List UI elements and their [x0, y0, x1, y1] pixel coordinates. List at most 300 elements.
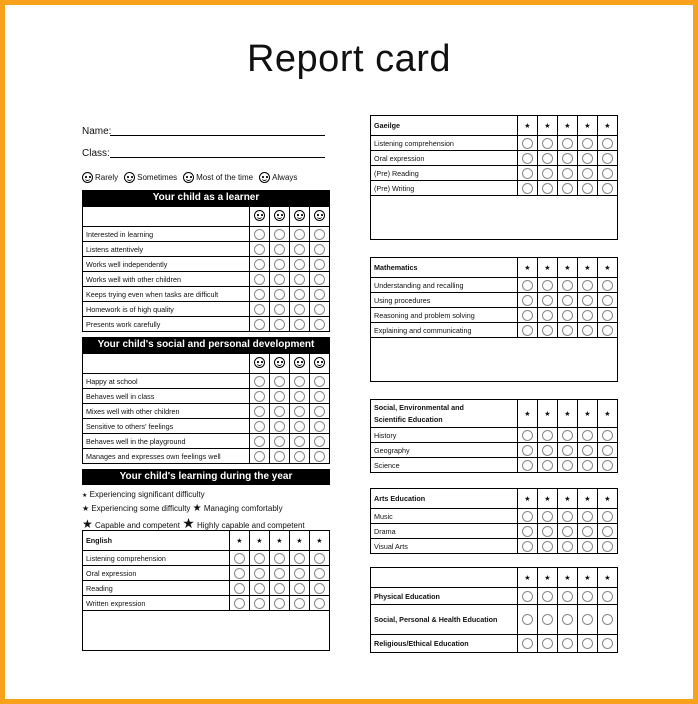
rating-option[interactable]: [582, 614, 593, 625]
rating-option[interactable]: [274, 598, 285, 609]
row-label: Sensitive to others' feelings: [83, 419, 250, 434]
row-label: Understanding and recalling: [371, 278, 518, 293]
star-icon: ★: [518, 258, 538, 278]
rating-option[interactable]: [522, 511, 533, 522]
rating-option[interactable]: [314, 583, 325, 594]
rating-option[interactable]: [254, 406, 265, 417]
table-row: [371, 166, 618, 181]
row-label: Listening comprehension: [371, 136, 518, 151]
rating-option[interactable]: [562, 138, 573, 149]
rating-option[interactable]: [562, 183, 573, 194]
rating-option[interactable]: [522, 325, 533, 336]
legend-most: Most of the time: [196, 173, 254, 182]
sese-title: Social, Environmental and Scientific Education: [371, 400, 518, 428]
star-icon: ★: [598, 489, 618, 509]
table-row: [83, 596, 330, 611]
rating-option[interactable]: [542, 168, 553, 179]
row-label: Interested in learning: [83, 227, 250, 242]
rating-option[interactable]: [522, 295, 533, 306]
rating-option[interactable]: [542, 460, 553, 471]
rating-option[interactable]: [254, 376, 265, 387]
rating-option[interactable]: [602, 138, 613, 149]
face-icon: [294, 357, 305, 368]
table-row: [83, 404, 330, 419]
rating-option[interactable]: [582, 138, 593, 149]
face-icon: [274, 210, 285, 221]
rating-option[interactable]: [582, 511, 593, 522]
rating-option[interactable]: [314, 274, 325, 285]
rating-option[interactable]: [294, 391, 305, 402]
row-label: Visual Arts: [371, 539, 518, 554]
rating-option[interactable]: [314, 406, 325, 417]
other-table: [370, 567, 618, 653]
row-label: Behaves well in the playground: [83, 434, 250, 449]
rating-option[interactable]: [582, 445, 593, 456]
table-row: [83, 566, 330, 581]
english-comments[interactable]: [82, 610, 330, 651]
table-row: [83, 419, 330, 434]
row-label: Happy at school: [83, 374, 250, 389]
rating-option[interactable]: [274, 304, 285, 315]
star-icon: ★: [310, 531, 330, 551]
star-icon: ★: [578, 489, 598, 509]
face-icon: [254, 357, 265, 368]
rating-option[interactable]: [602, 280, 613, 291]
rating-option[interactable]: [582, 638, 593, 649]
rating-option[interactable]: [562, 638, 573, 649]
rating-option[interactable]: [602, 310, 613, 321]
rating-option[interactable]: [294, 229, 305, 240]
face-icon: [183, 172, 194, 183]
rating-option[interactable]: [274, 391, 285, 402]
star-icon: ★: [518, 568, 538, 588]
table-row: [371, 524, 618, 539]
rating-option[interactable]: [254, 553, 265, 564]
rating-option[interactable]: [274, 436, 285, 447]
rating-option[interactable]: [562, 168, 573, 179]
rating-legend: [82, 172, 303, 183]
rating-option[interactable]: [314, 259, 325, 270]
rating-option[interactable]: [274, 274, 285, 285]
star-icon: ★: [518, 400, 538, 428]
rating-option[interactable]: [234, 583, 245, 594]
gaeilge-title: Gaeilge: [371, 116, 518, 136]
row-label: Drama: [371, 524, 518, 539]
star-icon: ★: [538, 258, 558, 278]
rating-option[interactable]: [314, 436, 325, 447]
row-label: Listens attentively: [83, 242, 250, 257]
sese-section: [370, 399, 618, 473]
rating-option[interactable]: [522, 460, 533, 471]
rating-option[interactable]: [582, 310, 593, 321]
rating-option[interactable]: [254, 274, 265, 285]
table-row: [371, 428, 618, 443]
rating-option[interactable]: [314, 553, 325, 564]
rating-option[interactable]: [314, 376, 325, 387]
rating-option[interactable]: [294, 304, 305, 315]
row-label: Presents work carefully: [83, 317, 250, 332]
rating-option[interactable]: [582, 153, 593, 164]
table-row: [371, 136, 618, 151]
rating-option[interactable]: [254, 244, 265, 255]
rating-option[interactable]: [542, 430, 553, 441]
rating-option[interactable]: [254, 436, 265, 447]
rating-option[interactable]: [602, 168, 613, 179]
table-row: [371, 539, 618, 554]
learner-heading: Your child as a learner: [82, 190, 330, 206]
star-icon: ★: [578, 568, 598, 588]
rating-option[interactable]: [234, 568, 245, 579]
table-row: [83, 227, 330, 242]
star-icon: ★: [538, 489, 558, 509]
row-label: Oral expression: [371, 151, 518, 166]
rating-option[interactable]: [562, 280, 573, 291]
rating-option[interactable]: [314, 391, 325, 402]
rating-option[interactable]: [254, 598, 265, 609]
rating-option[interactable]: [582, 183, 593, 194]
rating-option[interactable]: [542, 614, 553, 625]
rating-option[interactable]: [542, 183, 553, 194]
rating-option[interactable]: [582, 295, 593, 306]
rating-option[interactable]: [562, 295, 573, 306]
rating-option[interactable]: [254, 289, 265, 300]
rating-option[interactable]: [522, 526, 533, 537]
rating-option[interactable]: [294, 568, 305, 579]
legend-sometimes: Sometimes: [137, 173, 178, 182]
table-row: [371, 458, 618, 473]
table-row: [371, 151, 618, 166]
star-icon: ★: [538, 568, 558, 588]
rating-option[interactable]: [602, 526, 613, 537]
social-table: [82, 353, 330, 464]
subject-label: Physical Education: [371, 588, 518, 605]
rating-option[interactable]: [522, 153, 533, 164]
rating-option[interactable]: [522, 430, 533, 441]
star-icon: ★: [558, 258, 578, 278]
rating-option[interactable]: [602, 614, 613, 625]
rating-option[interactable]: [254, 304, 265, 315]
rating-option[interactable]: [314, 229, 325, 240]
key-line-3: ★ Capable and competent ★ Highly capable and competent: [82, 515, 305, 531]
rating-option[interactable]: [602, 541, 613, 552]
rating-option[interactable]: [542, 591, 553, 602]
table-row: [83, 434, 330, 449]
rating-option[interactable]: [234, 598, 245, 609]
table-row: [371, 293, 618, 308]
table-row: [83, 272, 330, 287]
rating-option[interactable]: [274, 406, 285, 417]
subject-label: Religious/Ethical Education: [371, 635, 518, 653]
english-section: [82, 530, 330, 611]
rating-option[interactable]: [562, 614, 573, 625]
key-line-1: ★ Experiencing significant difficulty: [82, 490, 205, 499]
star-icon: ★: [558, 400, 578, 428]
rating-option[interactable]: [274, 229, 285, 240]
maths-comments[interactable]: [370, 335, 618, 382]
learner-table: [82, 206, 330, 332]
rating-option[interactable]: [542, 526, 553, 537]
star-icon: ★: [518, 116, 538, 136]
maths-title: Mathematics: [371, 258, 518, 278]
row-label: Behaves well in class: [83, 389, 250, 404]
legend-always: Always: [272, 173, 298, 182]
rating-option[interactable]: [274, 553, 285, 564]
rating-option[interactable]: [274, 319, 285, 330]
legend-rarely: Rarely: [95, 173, 119, 182]
other-section: [370, 567, 618, 653]
rating-option[interactable]: [522, 541, 533, 552]
rating-option[interactable]: [254, 319, 265, 330]
during-section: [82, 469, 330, 485]
table-row: [83, 581, 330, 596]
rating-option[interactable]: [294, 376, 305, 387]
rating-option[interactable]: [522, 591, 533, 602]
rating-option[interactable]: [522, 638, 533, 649]
rating-option[interactable]: [254, 421, 265, 432]
table-row: [371, 278, 618, 293]
rating-option[interactable]: [254, 583, 265, 594]
rating-option[interactable]: [602, 591, 613, 602]
row-label: Geography: [371, 443, 518, 458]
rating-option[interactable]: [562, 541, 573, 552]
table-row: [83, 302, 330, 317]
rating-option[interactable]: [314, 319, 325, 330]
rating-option[interactable]: [522, 445, 533, 456]
face-icon: [314, 357, 325, 368]
row-label: Written expression: [83, 596, 230, 611]
rating-option[interactable]: [294, 289, 305, 300]
row-label: Listening comprehension: [83, 551, 230, 566]
star-icon: ★: [518, 489, 538, 509]
table-row: [83, 449, 330, 464]
table-row: [83, 374, 330, 389]
rating-option[interactable]: [562, 153, 573, 164]
rating-option[interactable]: [562, 430, 573, 441]
english-title: English: [83, 531, 230, 551]
rating-option[interactable]: [542, 138, 553, 149]
rating-option[interactable]: [582, 526, 593, 537]
star-icon: ★: [558, 568, 578, 588]
rating-option[interactable]: [602, 445, 613, 456]
rating-option[interactable]: [582, 591, 593, 602]
table-row: [83, 242, 330, 257]
rating-option[interactable]: [522, 280, 533, 291]
rating-option[interactable]: [522, 183, 533, 194]
learner-section: [82, 190, 330, 332]
rating-option[interactable]: [542, 445, 553, 456]
rating-option[interactable]: [582, 460, 593, 471]
table-row: [83, 389, 330, 404]
rating-option[interactable]: [522, 168, 533, 179]
rating-option[interactable]: [294, 583, 305, 594]
rating-option[interactable]: [562, 526, 573, 537]
rating-option[interactable]: [562, 310, 573, 321]
star-icon: ★: [182, 515, 195, 531]
rating-option[interactable]: [522, 310, 533, 321]
row-label: Works well independently: [83, 257, 250, 272]
face-icon: [294, 210, 305, 221]
gaeilge-table: [370, 115, 618, 196]
table-row: [83, 287, 330, 302]
sese-table: [370, 399, 618, 473]
rating-option[interactable]: [542, 638, 553, 649]
table-row: [83, 551, 330, 566]
maths-section: [370, 257, 618, 338]
row-label: Homework is of high quality: [83, 302, 250, 317]
rating-option[interactable]: [542, 153, 553, 164]
rating-option[interactable]: [294, 421, 305, 432]
row-label: Manages and expresses own feelings well: [83, 449, 250, 464]
arts-section: [370, 488, 618, 554]
rating-option[interactable]: [314, 304, 325, 315]
rating-option[interactable]: [274, 451, 285, 462]
rating-option[interactable]: [314, 421, 325, 432]
star-icon: ★: [598, 258, 618, 278]
rating-option[interactable]: [254, 568, 265, 579]
name-field[interactable]: [110, 135, 325, 136]
row-label: (Pre) Reading: [371, 166, 518, 181]
rating-option[interactable]: [602, 460, 613, 471]
rating-option[interactable]: [542, 511, 553, 522]
star-icon: ★: [558, 116, 578, 136]
rating-option[interactable]: [602, 295, 613, 306]
rating-option[interactable]: [254, 451, 265, 462]
rating-option[interactable]: [542, 295, 553, 306]
key-line-2: ★ Experiencing some difficulty ★ Managing comfortably: [82, 503, 283, 514]
gaeilge-section: [370, 115, 618, 196]
rating-option[interactable]: [294, 274, 305, 285]
rating-option[interactable]: [522, 138, 533, 149]
rating-option[interactable]: [582, 168, 593, 179]
rating-option[interactable]: [582, 541, 593, 552]
star-icon: ★: [598, 116, 618, 136]
rating-option[interactable]: [314, 289, 325, 300]
rating-option[interactable]: [522, 614, 533, 625]
rating-option[interactable]: [294, 553, 305, 564]
face-icon: [254, 210, 265, 221]
rating-option[interactable]: [294, 451, 305, 462]
rating-option[interactable]: [542, 280, 553, 291]
rating-option[interactable]: [274, 421, 285, 432]
social-heading: Your child's social and personal development: [82, 337, 330, 353]
rating-option[interactable]: [274, 568, 285, 579]
rating-option[interactable]: [254, 391, 265, 402]
rating-option[interactable]: [274, 376, 285, 387]
star-icon: ★: [230, 531, 250, 551]
rating-option[interactable]: [562, 445, 573, 456]
star-icon: ★: [538, 400, 558, 428]
class-field[interactable]: [110, 157, 325, 158]
rating-option[interactable]: [314, 451, 325, 462]
during-heading: Your child's learning during the year: [82, 469, 330, 485]
rating-option[interactable]: [562, 511, 573, 522]
face-icon: [82, 172, 93, 183]
class-label: Class:: [82, 148, 110, 159]
star-icon: ★: [578, 116, 598, 136]
row-label: Oral expression: [83, 566, 230, 581]
subject-label: Social, Personal & Health Education: [371, 605, 518, 635]
rating-option[interactable]: [294, 406, 305, 417]
row-label: Mixes well with other children: [83, 404, 250, 419]
rating-option[interactable]: [602, 325, 613, 336]
rating-option[interactable]: [274, 583, 285, 594]
face-icon: [259, 172, 270, 183]
rating-option[interactable]: [582, 430, 593, 441]
rating-option[interactable]: [314, 244, 325, 255]
star-icon: ★: [192, 503, 202, 514]
rating-option[interactable]: [602, 638, 613, 649]
star-icon: ★: [82, 504, 90, 513]
page-title: Report card: [246, 38, 452, 80]
row-label: Reading: [83, 581, 230, 596]
table-row: [371, 308, 618, 323]
star-icon: ★: [538, 116, 558, 136]
rating-option[interactable]: [294, 598, 305, 609]
star-icon: ★: [290, 531, 310, 551]
face-icon: [274, 357, 285, 368]
rating-option[interactable]: [602, 430, 613, 441]
face-icon: [124, 172, 135, 183]
rating-option[interactable]: [542, 325, 553, 336]
star-icon: ★: [598, 400, 618, 428]
rating-option[interactable]: [254, 259, 265, 270]
rating-option[interactable]: [294, 259, 305, 270]
star-icon: ★: [578, 258, 598, 278]
table-row: [371, 443, 618, 458]
table-row: [83, 257, 330, 272]
name-label: Name:: [82, 126, 112, 137]
rating-option[interactable]: [602, 183, 613, 194]
english-table: [82, 530, 330, 611]
rating-option[interactable]: [562, 460, 573, 471]
row-label: Science: [371, 458, 518, 473]
face-icon: [314, 210, 325, 221]
rating-option[interactable]: [562, 591, 573, 602]
row-label: Music: [371, 509, 518, 524]
rating-option[interactable]: [294, 436, 305, 447]
row-label: Keeps trying even when tasks are difficult: [83, 287, 250, 302]
rating-option[interactable]: [562, 325, 573, 336]
arts-title: Arts Education: [371, 489, 518, 509]
row-label: (Pre) Writing: [371, 181, 518, 196]
rating-option[interactable]: [294, 244, 305, 255]
rating-option[interactable]: [314, 568, 325, 579]
row-label: Using procedures: [371, 293, 518, 308]
rating-option[interactable]: [582, 325, 593, 336]
rating-option[interactable]: [234, 553, 245, 564]
rating-option[interactable]: [314, 598, 325, 609]
row-label: Reasoning and problem solving: [371, 308, 518, 323]
star-icon: ★: [270, 531, 290, 551]
star-icon: ★: [250, 531, 270, 551]
rating-option[interactable]: [602, 153, 613, 164]
rating-option[interactable]: [254, 229, 265, 240]
rating-option[interactable]: [274, 259, 285, 270]
rating-option[interactable]: [294, 319, 305, 330]
gaeilge-comments[interactable]: [370, 193, 618, 240]
star-icon: ★: [598, 568, 618, 588]
row-label: Works well with other children: [83, 272, 250, 287]
rating-option[interactable]: [274, 289, 285, 300]
rating-option[interactable]: [274, 244, 285, 255]
rating-option[interactable]: [542, 310, 553, 321]
rating-option[interactable]: [542, 541, 553, 552]
star-icon: ★: [82, 493, 88, 499]
rating-option[interactable]: [602, 511, 613, 522]
rating-option[interactable]: [582, 280, 593, 291]
table-row: [371, 509, 618, 524]
star-icon: ★: [558, 489, 578, 509]
